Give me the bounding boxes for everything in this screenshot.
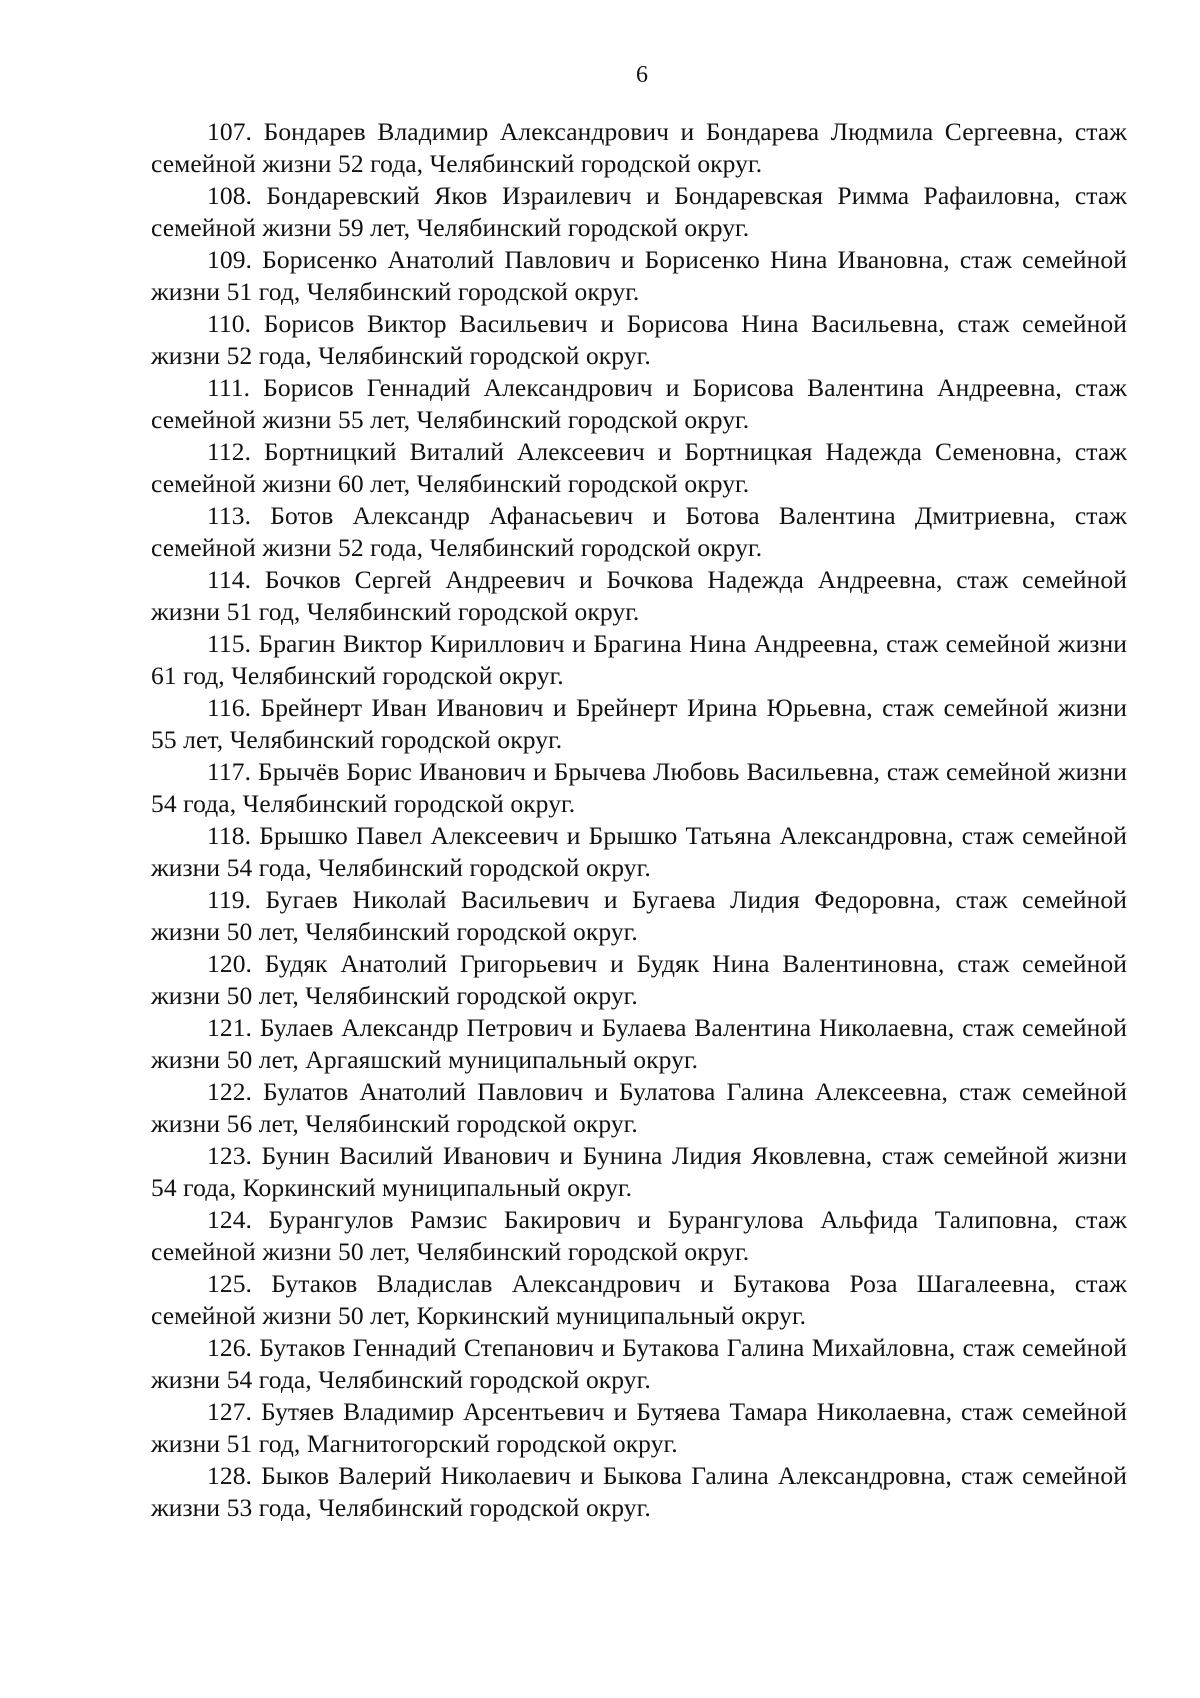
- list-item: 121. Булаев Александр Петрович и Булаева Валентина Николаевна, стаж семейной жизни 50 лет, Аргаяшский муниципальный округ.: [151, 1013, 1127, 1074]
- list-item: 114. Бочков Сергей Андреевич и Бочкова Надежда Андреевна, стаж семейной жизни 51 год, Челябинский городской округ.: [151, 565, 1127, 626]
- page-number: 6: [636, 62, 648, 88]
- list-item: 118. Брышко Павел Алексеевич и Брышко Татьяна Александровна, стаж семейной жизни 54 года, Челябинский городской округ.: [151, 821, 1127, 882]
- list-item: 126. Бутаков Геннадий Степанович и Бутакова Галина Михайловна, стаж семейной жизни 54 года, Челябинский городской округ.: [151, 1333, 1127, 1394]
- list-item: 125. Бутаков Владислав Александрович и Бутакова Роза Шагалеевна, стаж семейной жизни 50 лет, Коркинский муниципальный округ.: [151, 1269, 1127, 1330]
- list-item: 120. Будяк Анатолий Григорьевич и Будяк Нина Валентиновна, стаж семейной жизни 50 лет, Челябинский городской округ.: [151, 949, 1127, 1010]
- list-item: 127. Бутяев Владимир Арсентьевич и Бутяева Тамара Николаевна, стаж семейной жизни 51 год, Магнитогорский городской округ.: [151, 1397, 1127, 1458]
- list-item: 107. Бондарев Владимир Александрович и Бондарева Людмила Сергеевна, стаж семейной жизни 52 года, Челябинский городской округ.: [151, 117, 1127, 178]
- list-item: 119. Бугаев Николай Васильевич и Бугаева Лидия Федоровна, стаж семейной жизни 50 лет, Челябинский городской округ.: [151, 885, 1127, 946]
- list-item: 109. Борисенко Анатолий Павлович и Борисенко Нина Ивановна, стаж семейной жизни 51 год, Челябинский городской округ.: [151, 245, 1127, 306]
- list-item: 113. Ботов Александр Афанасьевич и Ботова Валентина Дмитриевна, стаж семейной жизни 52 года, Челябинский городской округ.: [151, 501, 1127, 562]
- list-item: 116. Брейнерт Иван Иванович и Брейнерт Ирина Юрьевна, стаж семейной жизни 55 лет, Челябинский городской округ.: [151, 693, 1127, 754]
- list-item: 124. Бурангулов Рамзис Бакирович и Бурангулова Альфида Талиповна, стаж семейной жизни 50 лет, Челябинский городской округ.: [151, 1205, 1127, 1266]
- list-item: 110. Борисов Виктор Васильевич и Борисова Нина Васильевна, стаж семейной жизни 52 года, Челябинский городской округ.: [151, 309, 1127, 370]
- list-item: 115. Брагин Виктор Кириллович и Брагина Нина Андреевна, стаж семейной жизни 61 год, Челябинский городской округ.: [151, 629, 1127, 690]
- list-item: 122. Булатов Анатолий Павлович и Булатова Галина Алексеевна, стаж семейной жизни 56 лет, Челябинский городской округ.: [151, 1077, 1127, 1138]
- list-item: 108. Бондаревский Яков Израилевич и Бондаревская Римма Рафаиловна, стаж семейной жизни 59 лет, Челябинский городской округ.: [151, 181, 1127, 242]
- list-item: 111. Борисов Геннадий Александрович и Борисова Валентина Андреевна, стаж семейной жизни 55 лет, Челябинский городской округ.: [151, 373, 1127, 434]
- entry-list: [151, 116, 1127, 1524]
- list-item: 128. Быков Валерий Николаевич и Быкова Галина Александровна, стаж семейной жизни 53 года, Челябинский городской округ.: [151, 1461, 1127, 1522]
- list-item: 123. Бунин Василий Иванович и Бунина Лидия Яковлевна, стаж семейной жизни 54 года, Коркинский муниципальный округ.: [151, 1141, 1127, 1202]
- list-item: 117. Брычёв Борис Иванович и Брычева Любовь Васильевна, стаж семейной жизни 54 года, Челябинский городской округ.: [151, 757, 1127, 818]
- list-item: 112. Бортницкий Виталий Алексеевич и Бортницкая Надежда Семеновна, стаж семейной жизни 60 лет, Челябинский городской округ.: [151, 437, 1127, 498]
